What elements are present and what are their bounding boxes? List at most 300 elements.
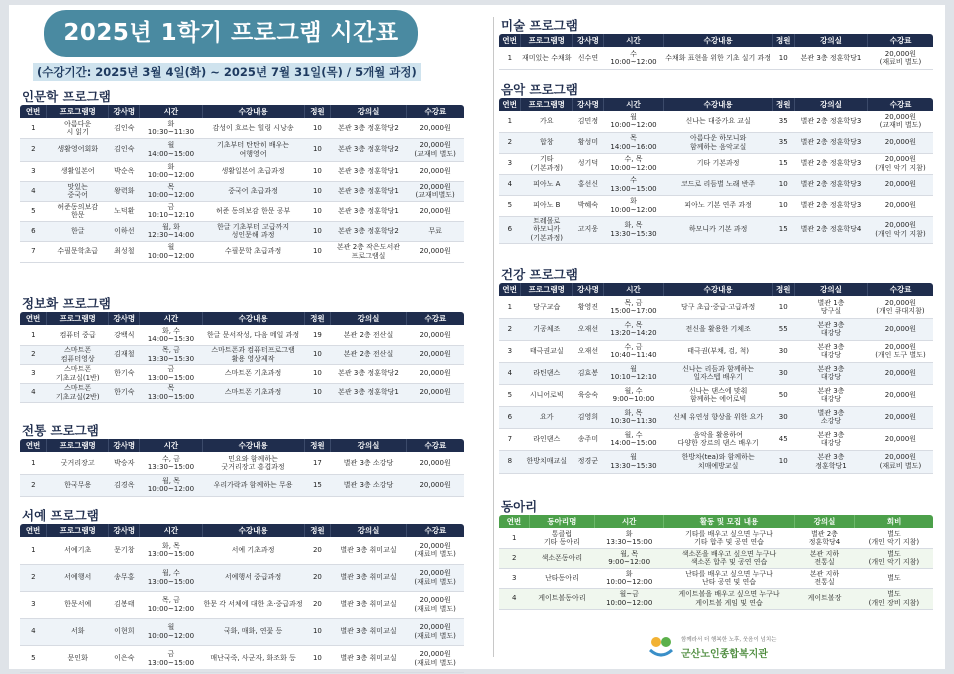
table-cell: 목, 금 10:00~12:00 xyxy=(140,591,202,618)
table-row xyxy=(20,474,464,496)
table-cell: 본관 3층 대강당 xyxy=(794,428,868,450)
table-cell: 박혜숙 xyxy=(573,195,603,216)
section-title: 음악 프로그램 xyxy=(501,82,578,97)
table-cell: 하모니카 기본 과정 xyxy=(664,216,773,243)
table-cell: 한글 xyxy=(47,221,109,241)
table-cell: 본관 2층 작은도서관 프로그램실 xyxy=(331,241,406,262)
table-cell: 수필문학초급 xyxy=(47,241,109,262)
table-row xyxy=(499,47,933,69)
table-cell: 태극권(부채, 검, 척) xyxy=(664,340,773,362)
section-title: 전통 프로그램 xyxy=(22,423,99,438)
table-cell: 별관 3층 취미교실 xyxy=(331,564,406,591)
organization-logo xyxy=(647,633,887,663)
table-cell: 10 xyxy=(304,345,331,364)
table-cell: 이하선 xyxy=(109,221,140,241)
art-table xyxy=(499,34,933,70)
table-cell: 월 13:30~15:30 xyxy=(603,450,664,473)
table-cell: 3 xyxy=(20,591,47,618)
table-cell: 김재철 xyxy=(109,345,140,364)
table-cell: 신나는 댄스에 맞춰 함께하는 에어로빅 xyxy=(664,384,773,406)
table-cell: 10 xyxy=(772,47,794,69)
table-cell: 45 xyxy=(772,428,794,450)
table-row xyxy=(499,132,933,153)
table-cell: 음악을 활용하여 다양한 장르의 댄스 배우기 xyxy=(664,428,773,450)
section-music xyxy=(499,79,933,244)
section-title: 서예 프로그램 xyxy=(22,508,99,523)
table-cell: 5 xyxy=(499,384,521,406)
table-cell: 20,000원 xyxy=(406,325,464,345)
table-cell: 한문 각 서체에 대한 초·중급과정 xyxy=(202,591,304,618)
table-cell: 김경옥 xyxy=(109,474,140,496)
table-cell: 별관 2층 정훈학당3 xyxy=(794,153,868,174)
table-cell: 신나는 리듬과 함께하는 일자스텝 배우기 xyxy=(664,362,773,384)
column-header: 프로그램명 xyxy=(47,105,109,118)
table-cell: 국화, 매화, 연꽃 등 xyxy=(202,618,304,645)
table-cell: 본관 3층 대강당 xyxy=(794,340,868,362)
table-row xyxy=(499,153,933,174)
column-header: 강의실 xyxy=(331,439,406,452)
table-cell: 별도 (개인 악기 지참) xyxy=(855,528,933,548)
table-cell: 10 xyxy=(304,181,331,201)
table-cell: 금 13:00~15:00 xyxy=(140,364,202,383)
table-row xyxy=(20,325,464,345)
section-health xyxy=(499,264,933,474)
table-cell: 별관 3층 소강당 xyxy=(331,452,406,474)
column-header: 활동 및 모집 내용 xyxy=(664,515,794,528)
table-cell: 20,000원 xyxy=(406,201,464,221)
table-cell: 박순옥 xyxy=(109,161,140,181)
table-cell: 10 xyxy=(304,201,331,221)
program-schedule-page xyxy=(9,5,945,669)
table-cell: 한글 기초부터 고급까지 성인문해 과정 xyxy=(202,221,304,241)
table-cell: 20,000원 (교재비 별도) xyxy=(868,111,933,132)
table-cell: 화 10:00~12:00 xyxy=(603,195,664,216)
table-cell: 2 xyxy=(20,474,47,496)
column-header: 수강료 xyxy=(868,34,933,47)
column-header: 정원 xyxy=(304,524,331,537)
table-cell: 2 xyxy=(499,318,521,340)
table-cell: 8 xyxy=(499,450,521,473)
table-cell: 게이트볼동아리 xyxy=(529,588,594,609)
table-cell: 별관 3층 취미교실 xyxy=(331,537,406,564)
table-cell: 4 xyxy=(20,181,47,201)
table-cell: 기공체조 xyxy=(521,318,573,340)
table-cell: 신체 유연성 향상을 위한 요가 xyxy=(664,406,773,428)
table-cell: 색소폰을 배우고 싶으면 누구나 색소폰 합주 및 공연 연습 xyxy=(664,548,794,568)
table-cell: 2 xyxy=(20,345,47,364)
column-header: 프로그램명 xyxy=(521,34,573,47)
table-cell: 별관 3층 소강당 xyxy=(794,406,868,428)
column-header: 강사명 xyxy=(109,439,140,452)
table-cell: 김효봉 xyxy=(573,362,603,384)
table-cell: 10 xyxy=(304,221,331,241)
column-header: 연번 xyxy=(499,283,521,296)
table-cell: 별관 2층 정훈학당3 xyxy=(794,174,868,195)
table-cell: 한문서예 xyxy=(47,591,109,618)
table-cell: 10 xyxy=(304,161,331,181)
table-cell: 10 xyxy=(304,241,331,262)
table-cell: 2 xyxy=(499,548,529,568)
column-header: 시간 xyxy=(140,439,202,452)
table-cell: 수 10:00~12:00 xyxy=(603,47,664,69)
table-cell: 2 xyxy=(20,138,47,161)
table-cell: 10 xyxy=(304,645,331,672)
table-cell: 1 xyxy=(499,296,521,318)
table-cell: 별관 3층 취미교실 xyxy=(331,591,406,618)
table-row xyxy=(499,216,933,243)
table-cell: 20,000원 xyxy=(406,474,464,496)
table-cell: 시니어로빅 xyxy=(521,384,573,406)
table-cell: 10 xyxy=(304,138,331,161)
table-cell: 50 xyxy=(772,384,794,406)
table-cell: 우리가락과 함께하는 무용 xyxy=(202,474,304,496)
table-cell: 본관 지하 전통실 xyxy=(794,568,855,588)
table-cell: 서예행서 중급과정 xyxy=(202,564,304,591)
column-header: 강의실 xyxy=(794,34,868,47)
table-cell: 오재선 xyxy=(573,318,603,340)
column-header: 시간 xyxy=(603,98,664,111)
table-row xyxy=(20,345,464,364)
table-row xyxy=(499,384,933,406)
table-cell: 서예 기초과정 xyxy=(202,537,304,564)
column-header: 연번 xyxy=(499,34,521,47)
table-cell: 라틴댄스 xyxy=(521,362,573,384)
table-cell: 별관 2층 정훈학당3 xyxy=(794,132,868,153)
table-cell: 6 xyxy=(20,221,47,241)
table-cell: 5 xyxy=(20,201,47,221)
table-row xyxy=(20,564,464,591)
table-cell: 20 xyxy=(304,591,331,618)
it-table xyxy=(20,312,464,403)
section-it xyxy=(20,293,464,403)
table-row xyxy=(20,591,464,618)
column-header: 프로그램명 xyxy=(47,312,109,325)
table-cell: 김인숙 xyxy=(109,138,140,161)
table-cell: 스마트폰 기초과정 xyxy=(202,364,304,383)
column-header: 수강료 xyxy=(406,439,464,452)
table-cell: 본관 3층 정훈학당1 xyxy=(794,450,868,473)
table-cell: 수채화 표현을 위한 기초 실기 과정 xyxy=(664,47,773,69)
column-header: 연번 xyxy=(20,524,47,537)
column-header: 강사명 xyxy=(109,524,140,537)
table-row xyxy=(20,181,464,201)
table-cell: 4 xyxy=(20,618,47,645)
table-cell: 별관 2층 정훈학당3 xyxy=(794,111,868,132)
table-cell: 20,000원 xyxy=(406,241,464,262)
table-cell: 월, 화 12:30~14:00 xyxy=(140,221,202,241)
column-header: 수강내용 xyxy=(202,439,304,452)
column-header: 강의실 xyxy=(331,524,406,537)
column-header: 정원 xyxy=(772,98,794,111)
table-cell: 화, 목 10:30~11:30 xyxy=(603,406,664,428)
table-cell: 맛있는 중국어 xyxy=(47,181,109,201)
table-cell: 김인숙 xyxy=(109,118,140,138)
column-divider xyxy=(493,17,494,657)
table-cell: 금 10:10~12:10 xyxy=(140,201,202,221)
table-cell: 20,000원 xyxy=(868,406,933,428)
table-cell: 35 xyxy=(772,111,794,132)
table-cell: 신나는 대중가요 교실 xyxy=(664,111,773,132)
table-cell: 20,000원 xyxy=(868,195,933,216)
table-cell: 화 13:30~15:00 xyxy=(594,528,663,548)
table-row xyxy=(20,118,464,138)
table-cell: 20 xyxy=(304,537,331,564)
column-header: 강사명 xyxy=(109,312,140,325)
table-cell: 스마트폰 기초과정 xyxy=(202,383,304,402)
table-cell: 화, 목 13:00~15:00 xyxy=(140,537,202,564)
table-cell: 수 13:00~15:00 xyxy=(603,174,664,195)
table-cell: 30 xyxy=(772,406,794,428)
table-cell: 아름다운 시 읽기 xyxy=(47,118,109,138)
table-cell: 7 xyxy=(20,241,47,262)
table-cell: 송주미 xyxy=(573,428,603,450)
column-header: 정원 xyxy=(304,439,331,452)
table-cell: 5 xyxy=(499,195,521,216)
table-cell: 감성이 흐르는 힐링 시낭송 xyxy=(202,118,304,138)
table-cell: 색소폰동아리 xyxy=(529,548,594,568)
table-cell: 3 xyxy=(499,568,529,588)
table-cell: 월 10:10~12:10 xyxy=(603,362,664,384)
table-cell: 한국무용 xyxy=(47,474,109,496)
table-cell: 생활영어회화 xyxy=(47,138,109,161)
column-header: 프로그램명 xyxy=(521,98,573,111)
table-cell: 수, 목 10:00~12:00 xyxy=(603,153,664,174)
table-cell: 35 xyxy=(772,132,794,153)
table-cell: 1 xyxy=(499,528,529,548)
table-cell: 20,000원 (개인 악기 지참) xyxy=(868,153,933,174)
table-cell: 월~금 10:00~12:00 xyxy=(594,588,663,609)
column-header: 수강내용 xyxy=(664,283,773,296)
column-header: 시간 xyxy=(140,105,202,118)
table-cell: 1 xyxy=(20,537,47,564)
table-cell: 본관 3층 대강당 xyxy=(794,384,868,406)
section-title: 미술 프로그램 xyxy=(501,18,578,33)
table-cell: 20,000원 xyxy=(406,383,464,402)
column-header: 수강료 xyxy=(406,105,464,118)
table-cell: 수필문학 초급과정 xyxy=(202,241,304,262)
table-cell: 1 xyxy=(499,111,521,132)
table-cell: 전신을 활용한 기체조 xyxy=(664,318,773,340)
column-header: 강사명 xyxy=(573,283,603,296)
table-cell: 아름다운 하모니와 함께하는 음악교실 xyxy=(664,132,773,153)
table-cell: 별관 1층 당구실 xyxy=(794,296,868,318)
table-cell: 무료 xyxy=(406,221,464,241)
table-cell: 굿거리장고 xyxy=(47,452,109,474)
table-cell: 본관 2층 전산실 xyxy=(331,325,406,345)
table-cell: 김민정 xyxy=(573,111,603,132)
table-cell: 20,000원 (재료비 별도) xyxy=(868,450,933,473)
table-cell: 스마트폰 기초교실(1반) xyxy=(47,364,109,383)
table-cell: 3 xyxy=(20,161,47,181)
table-cell: 목, 금 15:00~17:00 xyxy=(603,296,664,318)
table-cell: 20,000원 (개인 큐대지참) xyxy=(868,296,933,318)
table-cell: 본관 3층 정훈학당1 xyxy=(331,161,406,181)
table-cell: 4 xyxy=(499,588,529,609)
column-header: 강사명 xyxy=(109,105,140,118)
column-header: 연번 xyxy=(20,105,47,118)
column-header: 정원 xyxy=(304,312,331,325)
music-table xyxy=(499,98,933,244)
table-cell: 합창 xyxy=(521,132,573,153)
column-header: 강의실 xyxy=(331,312,406,325)
table-cell: 4 xyxy=(499,174,521,195)
section-art xyxy=(499,15,933,70)
column-header: 강의실 xyxy=(794,98,868,111)
table-cell: 허준 동의보감 한문 공부 xyxy=(202,201,304,221)
table-cell: 황영진 xyxy=(573,296,603,318)
table-cell: 20,000원 xyxy=(406,345,464,364)
table-cell: 태극권교실 xyxy=(521,340,573,362)
table-cell: 육승숙 xyxy=(573,384,603,406)
column-header: 연번 xyxy=(20,439,47,452)
table-cell: 별도 xyxy=(855,568,933,588)
table-cell: 피아노 B xyxy=(521,195,573,216)
table-cell: 문인화 xyxy=(47,645,109,672)
table-row xyxy=(499,340,933,362)
table-row xyxy=(499,568,933,588)
section-title: 동아리 xyxy=(501,499,538,514)
logo-mark-icon xyxy=(647,633,675,661)
table-cell: 20,000원 (개인 도구 별도) xyxy=(868,340,933,362)
table-row xyxy=(499,588,933,609)
table-cell: 별관 3층 취미교실 xyxy=(331,645,406,672)
table-row xyxy=(499,296,933,318)
table-cell: 중국어 초급과정 xyxy=(202,181,304,201)
table-cell: 기초부터 탄탄히 배우는 여행영어 xyxy=(202,138,304,161)
table-cell: 기타 (기본과정) xyxy=(521,153,573,174)
column-header: 동아리명 xyxy=(529,515,594,528)
table-cell: 한방차(tea)와 함께하는 치매예방교실 xyxy=(664,450,773,473)
column-header: 수강료 xyxy=(406,312,464,325)
table-cell: 월 10:00~12:00 xyxy=(140,241,202,262)
table-cell: 서예행서 xyxy=(47,564,109,591)
table-cell: 수, 금 10:40~11:40 xyxy=(603,340,664,362)
table-cell: 한방치매교실 xyxy=(521,450,573,473)
table-cell: 목, 금 13:30~15:30 xyxy=(140,345,202,364)
table-cell: 피아노 A xyxy=(521,174,573,195)
table-cell: 55 xyxy=(772,318,794,340)
table-cell: 별관 2층 정훈학당4 xyxy=(794,528,855,548)
table-row xyxy=(499,195,933,216)
table-cell: 20,000원 (교재비 별도) xyxy=(406,138,464,161)
table-cell: 30 xyxy=(772,362,794,384)
table-cell: 20 xyxy=(304,564,331,591)
table-row xyxy=(499,174,933,195)
table-row xyxy=(499,428,933,450)
section-title: 정보화 프로그램 xyxy=(22,296,111,311)
table-cell: 한글 문서작성, 다음 메일 과정 xyxy=(202,325,304,345)
column-header: 수강내용 xyxy=(202,524,304,537)
table-cell: 10 xyxy=(772,195,794,216)
course-period: (수강기간: 2025년 3월 4일(화) ~ 2025년 7월 31일(목) / 5개월 과정) xyxy=(33,63,421,81)
table-cell: 6 xyxy=(499,216,521,243)
column-header: 시간 xyxy=(603,34,664,47)
table-cell: 민요와 함께하는 굿거리장고 흥겹과정 xyxy=(202,452,304,474)
table-cell: 성기덕 xyxy=(573,153,603,174)
table-cell: 월, 수 9:00~10:00 xyxy=(603,384,664,406)
table-cell: 스마트폰 컴퓨터영상 xyxy=(47,345,109,364)
table-cell: 수, 금 13:30~15:00 xyxy=(140,452,202,474)
table-cell: 화 10:00~12:00 xyxy=(140,161,202,181)
table-cell: 10 xyxy=(772,296,794,318)
table-cell: 생활일본어 xyxy=(47,161,109,181)
table-cell: 당구 초급·중급·고급과정 xyxy=(664,296,773,318)
column-header: 정원 xyxy=(772,34,794,47)
table-cell: 본관 3층 정훈학당2 xyxy=(331,138,406,161)
health-table xyxy=(499,283,933,474)
table-cell: 월, 목 10:00~12:00 xyxy=(140,474,202,496)
table-cell: 스마트폰과 컴퓨터프로그램 활용 영상제작 xyxy=(202,345,304,364)
table-cell: 본관 3층 정훈학당2 xyxy=(331,118,406,138)
column-header: 프로그램명 xyxy=(521,283,573,296)
table-cell: 화, 수 14:00~15:30 xyxy=(140,325,202,345)
column-header: 연번 xyxy=(20,312,47,325)
table-cell: 4 xyxy=(499,362,521,384)
table-cell: 20,000원 (재료비 별도) xyxy=(406,591,464,618)
table-cell: 20,000원 xyxy=(868,384,933,406)
column-header: 프로그램명 xyxy=(47,524,109,537)
column-header: 회비 xyxy=(855,515,933,528)
table-cell: 컴퓨터 중급 xyxy=(47,325,109,345)
table-cell: 본관 3층 정훈학당1 xyxy=(331,201,406,221)
table-cell: 10 xyxy=(304,364,331,383)
table-cell: 본관 3층 대강당 xyxy=(794,362,868,384)
traditional-table xyxy=(20,439,464,497)
logo-name: 군산노인종합복지관 xyxy=(681,649,768,660)
section-humanities xyxy=(20,86,464,263)
table-cell: 20,000원 xyxy=(868,132,933,153)
section-traditional xyxy=(20,420,464,497)
table-cell: 17 xyxy=(304,452,331,474)
table-cell: 별관 3층 취미교실 xyxy=(331,618,406,645)
table-cell: 스마트폰 기초교실(2반) xyxy=(47,383,109,402)
column-header: 시간 xyxy=(140,312,202,325)
table-cell: 15 xyxy=(772,153,794,174)
table-cell: 별관 2층 정훈학당4 xyxy=(794,216,868,243)
table-row xyxy=(20,537,464,564)
column-header: 강사명 xyxy=(573,34,603,47)
table-cell: 별관 2층 정훈학당3 xyxy=(794,195,868,216)
table-cell: 노덕환 xyxy=(109,201,140,221)
table-cell: 20,000원 xyxy=(868,174,933,195)
table-cell: 별관 3층 소강당 xyxy=(331,474,406,496)
column-header: 연번 xyxy=(499,98,521,111)
table-cell: 화, 목 13:30~15:30 xyxy=(603,216,664,243)
column-header: 수강내용 xyxy=(664,34,773,47)
table-cell: 송무홍 xyxy=(109,564,140,591)
table-cell: 고지웅 xyxy=(573,216,603,243)
table-cell: 한기숙 xyxy=(109,364,140,383)
table-cell: 통클럽 기타 동아리 xyxy=(529,528,594,548)
table-row xyxy=(20,161,464,181)
table-cell: 목 10:00~12:00 xyxy=(140,181,202,201)
logo-slogan: 함께라서 더 행복한 노후, 웃음이 넘치는 xyxy=(681,637,777,643)
table-cell: 김봉태 xyxy=(109,591,140,618)
table-cell: 본관 3층 정훈학당1 xyxy=(331,383,406,402)
table-cell: 본관 3층 정훈학당1 xyxy=(331,181,406,201)
table-cell: 20,000원 (재료비 별도) xyxy=(406,645,464,672)
table-cell: 이현희 xyxy=(109,618,140,645)
club-table xyxy=(499,515,933,610)
table-cell: 홍선신 xyxy=(573,174,603,195)
section-title: 건강 프로그램 xyxy=(501,267,578,282)
table-cell: 10 xyxy=(304,118,331,138)
table-cell: 1 xyxy=(499,47,521,69)
table-row xyxy=(499,548,933,568)
table-cell: 20,000원 (재료비 별도) xyxy=(868,47,933,69)
table-cell: 7 xyxy=(499,428,521,450)
table-cell: 재미있는 수채화 xyxy=(521,47,573,69)
